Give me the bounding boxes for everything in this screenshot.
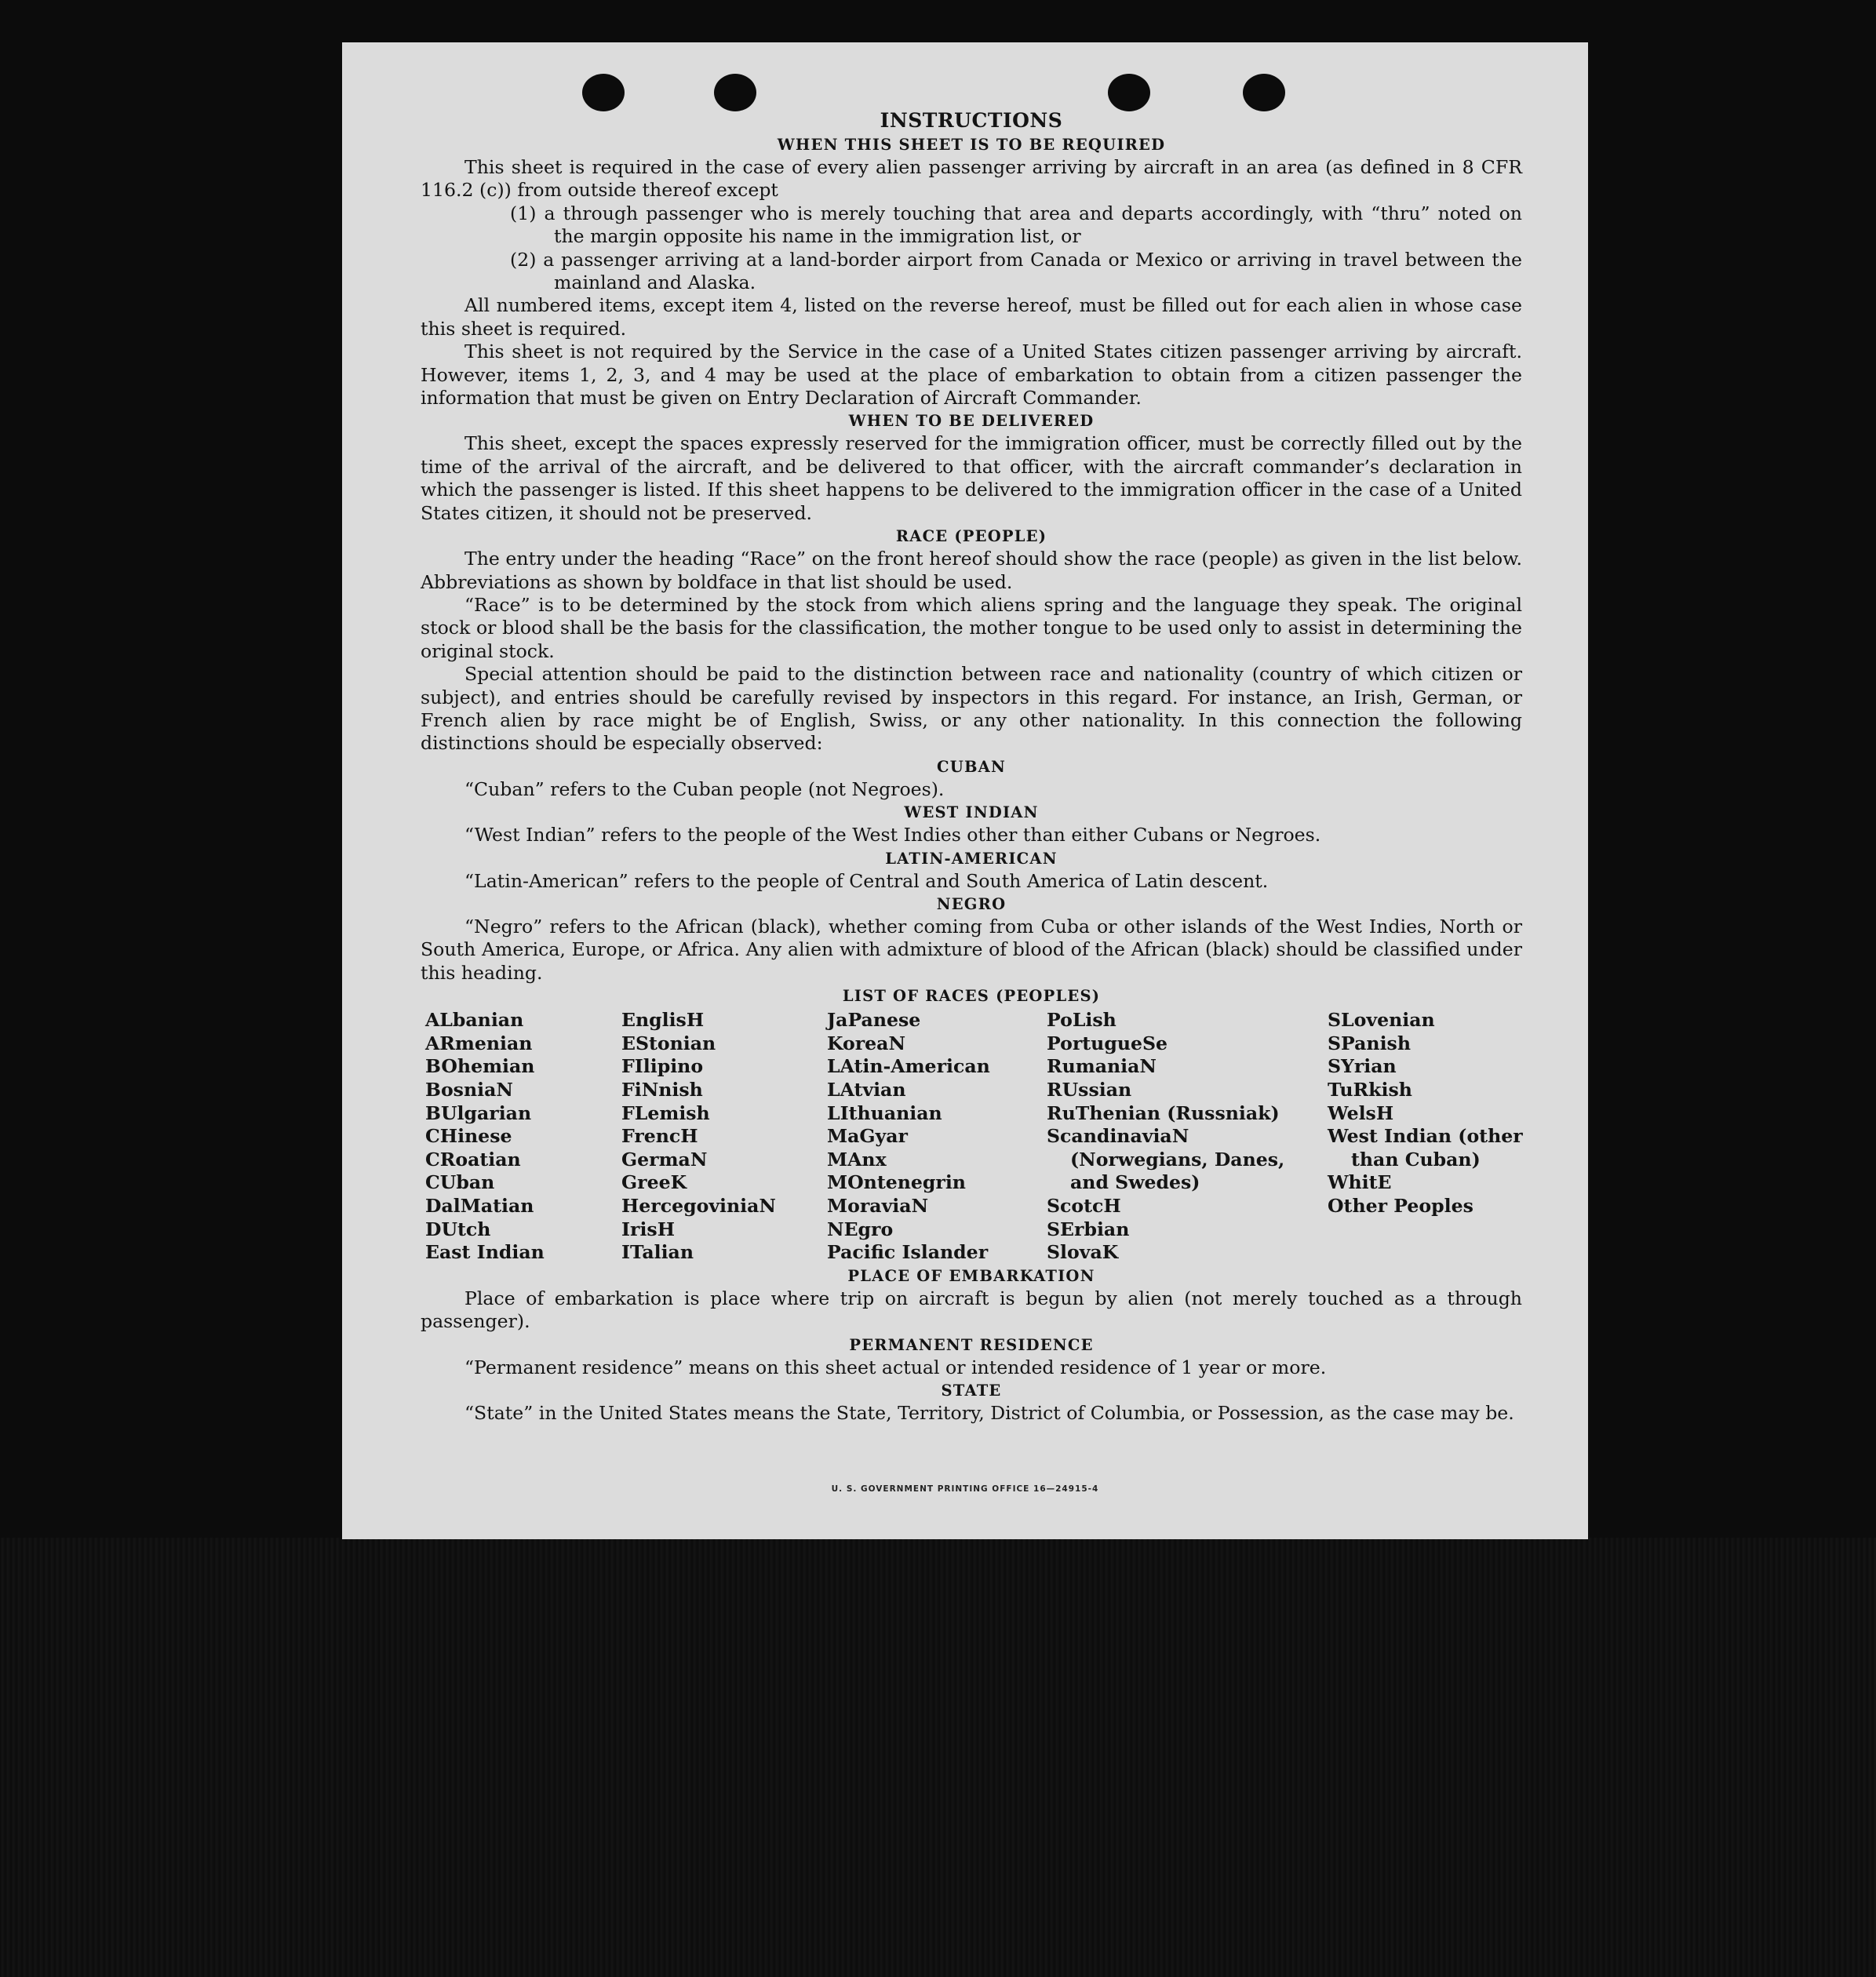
race-entry: East Indian (425, 1241, 545, 1264)
race-entry: RumaniaN (1047, 1055, 1157, 1078)
paragraph: “Race” is to be determined by the stock from which aliens spring and the language they speak. The original stock or blood shall be the basis for the classification, the mother tongue to be used only to assist in determining the original stock. (421, 593, 1522, 662)
race-entry: KoreaN (827, 1032, 906, 1054)
race-entry: Other Peoples (1328, 1194, 1473, 1217)
printer-imprint: U. S. GOVERNMENT PRINTING OFFICE 16—24915-4 (831, 1484, 1099, 1494)
race-entry: GreeK (621, 1171, 687, 1194)
race-entry: Pacific Islander (827, 1241, 989, 1264)
race-entry: BosniaN (425, 1078, 513, 1101)
race-entry: PoLish (1047, 1009, 1116, 1032)
scan-background (0, 1538, 1876, 1977)
paragraph: This sheet, except the spaces expressly reserved for the immigration officer, must be correctly filled out by the time of the arrival of the aircraft, and be delivered to that officer, with the aircraft commander’s declaration in which the passenger is listed. If this sheet happens to be delivered to the immigration officer in the case of a United States citizen, it should not be preserved. (421, 432, 1522, 524)
races-column (827, 1009, 1047, 1265)
race-entry: LAtin-American (827, 1055, 990, 1078)
race-entry: ALbanian (425, 1009, 524, 1032)
race-entry: BOhemian (425, 1055, 535, 1078)
race-entry: SlovaK (1047, 1241, 1119, 1264)
race-entry: NEgro (827, 1218, 894, 1240)
punch-hole (1243, 74, 1285, 111)
punch-hole (714, 74, 756, 111)
paragraph: The entry under the heading “Race” on the front hereof should show the race (people) as given in the list below. Abbreviations as shown by boldface in that list should be used. (421, 548, 1522, 593)
section-heading: RACE (PEOPLE) (895, 527, 1047, 546)
paragraph: “Cuban” refers to the Cuban people (not Negroes). (464, 777, 945, 800)
race-entry: MAnx (827, 1148, 887, 1171)
race-entry: JaPanese (827, 1009, 921, 1032)
races-heading: LIST OF RACES (PEOPLES) (842, 987, 1101, 1006)
paragraph: “Latin-American” refers to the people of Central and South America of Latin descent. (464, 869, 1269, 892)
punch-hole (1108, 74, 1150, 111)
section-heading: PERMANENT RESIDENCE (849, 1335, 1094, 1354)
section-heading: STATE (941, 1381, 1002, 1400)
races-list (425, 1009, 1522, 1265)
race-entry: FiNnish (621, 1078, 703, 1101)
race-entry: GermaN (621, 1148, 708, 1171)
race-entry: LIthuanian (827, 1101, 942, 1124)
race-entry: MaGyar (827, 1125, 908, 1148)
section-heading: WHEN TO BE DELIVERED (848, 412, 1095, 431)
paragraph: This sheet is not required by the Service in the case of a United States citizen passenger arriving by aircraft. However, items 1, 2, 3, and 4 may be used at the place of embarkation to obtain from a citizen passenger the information that must be given on Entry Declaration of Aircraft Commander. (421, 340, 1522, 410)
race-entry: DalMatian (425, 1194, 534, 1217)
race-entry: RuThenian (Russniak) (1047, 1101, 1280, 1124)
paragraph: Place of embarkation is place where trip on aircraft is begun by alien (not merely touched as a through passenger). (421, 1287, 1522, 1333)
race-entry: SYrian (1328, 1055, 1397, 1078)
list-item: (1) a through passenger who is merely touching that area and departs accordingly, with “thru” noted on the margin opposite his name in the immigration list, or (510, 202, 1522, 248)
race-entry: MoraviaN (827, 1194, 929, 1217)
instruction-sheet (342, 42, 1588, 1539)
race-entry: CUban (425, 1171, 495, 1194)
race-entry: ScotcH (1047, 1194, 1121, 1217)
race-entry: IrisH (621, 1218, 676, 1240)
race-entry: BUlgarian (425, 1101, 532, 1124)
race-entry: ScandinaviaN (Norwegians, Danes, and Swedes) (1047, 1125, 1285, 1194)
paragraph: “State” in the United States means the State, Territory, District of Columbia, or Possession, as the case may be. (464, 1401, 1514, 1424)
sheet-content (421, 108, 1522, 1425)
paragraph: “Permanent residence” means on this sheet actual or intended residence of 1 year or more. (464, 1356, 1327, 1378)
race-entry: FLemish (621, 1101, 710, 1124)
punch-hole (582, 74, 625, 111)
races-column (621, 1009, 827, 1265)
race-entry: SErbian (1047, 1218, 1130, 1240)
section-heading: NEGRO (936, 894, 1007, 913)
paragraph: Special attention should be paid to the distinction between race and nationality (country of which citizen or subject), and entries should be carefully revised by inspectors in this regard. For instance, an Irish, German, or French alien by race might be of English, Swiss, or any other nationality. In this connection the following distinctions should be especially observed: (421, 663, 1522, 755)
document-title: INSTRUCTIONS (880, 109, 1063, 132)
race-entry: SLovenian (1328, 1009, 1435, 1032)
race-entry: West Indian (other than Cuban) (1328, 1125, 1523, 1171)
race-entry: ITalian (621, 1241, 694, 1264)
race-entry: CRoatian (425, 1148, 521, 1171)
race-entry: WhitE (1328, 1171, 1392, 1194)
race-entry: FrencH (621, 1125, 698, 1148)
race-entry: FIlipino (621, 1055, 704, 1078)
race-entry: RUssian (1047, 1078, 1132, 1101)
races-column (1328, 1009, 1527, 1265)
race-entry: MOntenegrin (827, 1171, 966, 1194)
race-entry: EStonian (621, 1032, 716, 1054)
paragraph: “Negro” refers to the African (black), whether coming from Cuba or other islands of the West Indies, North or South America, Europe, or Africa. Any alien with admixture of blood of the African (black) should be classified under this heading. (421, 915, 1522, 984)
race-entry: LAtvian (827, 1078, 906, 1101)
paragraph: All numbered items, except item 4, listed on the reverse hereof, must be filled out for each alien in whose case this sheet is required. (421, 294, 1522, 340)
section-heading: PLACE OF EMBARKATION (847, 1266, 1095, 1285)
section-heading: LATIN-AMERICAN (885, 849, 1058, 868)
race-entry: CHinese (425, 1125, 512, 1148)
section-heading: CUBAN (937, 757, 1006, 776)
race-entry: DUtch (425, 1218, 491, 1240)
race-entry: ARmenian (425, 1032, 533, 1054)
paragraph: “West Indian” refers to the people of the West Indies other than either Cubans or Negroes. (464, 824, 1321, 847)
race-entry: PortugueSe (1047, 1032, 1168, 1054)
races-column (425, 1009, 621, 1265)
section-heading: WHEN THIS SHEET IS TO BE REQUIRED (777, 136, 1166, 154)
race-entry: HercegoviniaN (621, 1194, 776, 1217)
paragraph: This sheet is required in the case of every alien passenger arriving by aircraft in an area (as defined in 8 CFR 116.2 (c)) from outside thereof except (421, 156, 1522, 202)
race-entry: EnglisH (621, 1009, 705, 1032)
race-entry: TuRkish (1328, 1078, 1412, 1101)
list-item: (2) a passenger arriving at a land-border airport from Canada or Mexico or arriving in travel between the mainland and Alaska. (510, 248, 1522, 294)
section-heading: WEST INDIAN (904, 803, 1039, 822)
race-entry: SPanish (1328, 1032, 1411, 1054)
race-entry: WelsH (1328, 1101, 1394, 1124)
races-column (1047, 1009, 1328, 1265)
